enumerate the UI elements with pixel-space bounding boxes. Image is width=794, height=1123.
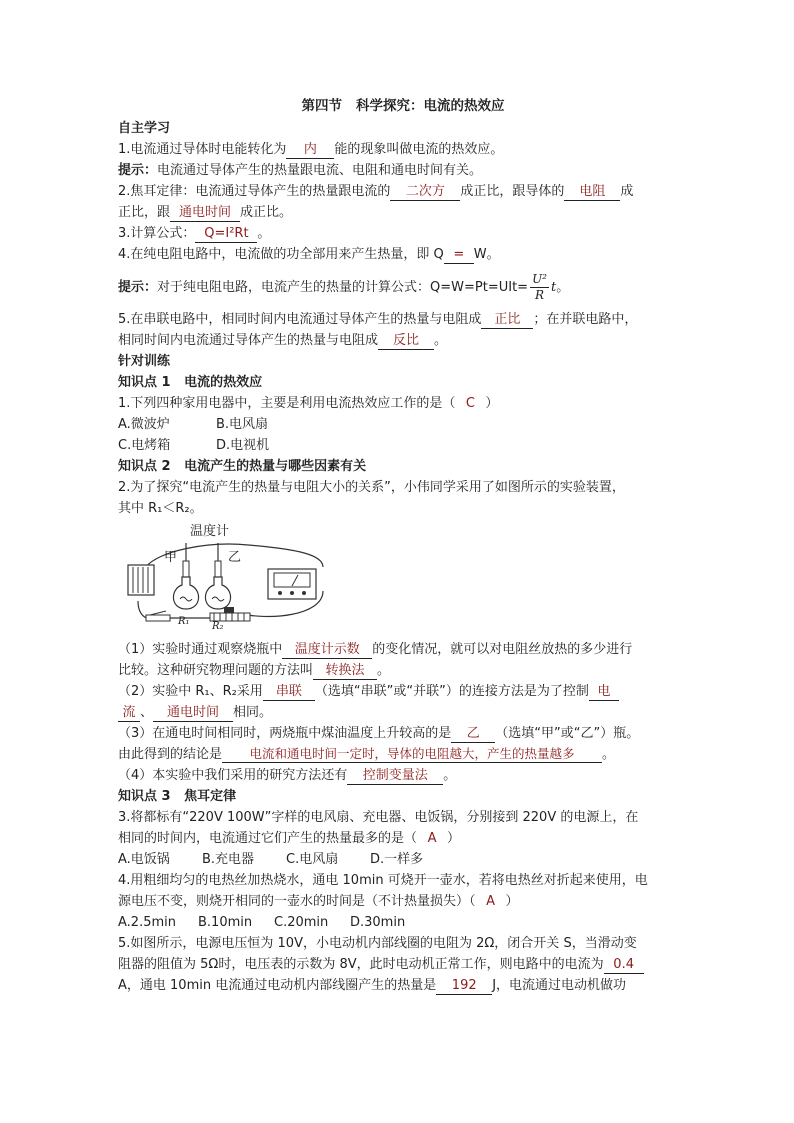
answer-choice: A bbox=[427, 831, 437, 846]
title-number: 第四节 bbox=[301, 98, 342, 114]
document-page bbox=[118, 96, 688, 996]
question-4: 4.在纯电阻电路中，电流做的功全部用来产生热量，即 Q = W。 bbox=[118, 247, 500, 262]
exercise-1-options-row-1 bbox=[118, 414, 688, 435]
answer-blank: 二次方 bbox=[390, 184, 460, 201]
exercise-2-sub-3: （3）在通电时间相同时，两烧瓶中煤油温度上升较高的是 乙 （选填“甲”或“乙”）瓶。 bbox=[118, 726, 640, 741]
title-text: 科学探究：电流的热效应 bbox=[356, 98, 505, 114]
flask-yi-icon bbox=[205, 543, 230, 609]
answer-blank: 控制变量法 bbox=[347, 768, 443, 785]
exercise-3-line-1: 3.将都标有“220V 100W”字样的电风扇、充电器、电饭锅，分别接到 220V 的电源上，在 bbox=[118, 810, 639, 825]
question-5: 5.在串联电路中，相同时间内电流通过导体产生的热量与电阻成 正比 ；在并联电路中， bbox=[118, 312, 638, 327]
answer-blank: 乙 bbox=[451, 726, 495, 743]
apparatus-drawing bbox=[118, 521, 358, 631]
question-5-line-2: 相同时间内电流通过导体产生的热量与电阻成 反比 。 bbox=[118, 333, 448, 348]
answer-blank: 电阻 bbox=[564, 184, 620, 201]
option-a: A.微波炉 bbox=[118, 417, 170, 432]
option-a: A.2.5min bbox=[118, 915, 176, 930]
figure-label-thermometer: 温度计 bbox=[190, 524, 230, 539]
option-d: D.电视机 bbox=[216, 438, 270, 453]
exercise-2-sub-3-line-2: 由此得到的结论是 电流和通电时间一定时，导体的电阻越大，产生的热量越多 。 bbox=[118, 746, 616, 762]
exercise-4-line-2: 源电压不变，则烧开相同的一壶水的时间是（不计热量损失）（ A ） bbox=[118, 891, 688, 912]
answer-choice: A bbox=[486, 894, 495, 909]
exercise-4-line-1: 4.用粗细均匀的电热丝加热烧水，通电 10min 可烧开一壶水，若将电热丝对折起来使用，电 bbox=[118, 873, 648, 888]
option-c: C.电烤箱 bbox=[118, 438, 171, 453]
option-a: A.电饭锅 bbox=[118, 852, 170, 867]
heading-practice: 针对训练 bbox=[118, 354, 171, 369]
exercise-2-line-1: 2.为了探究“电流产生的热量与电阻大小的关系”，小伟同学采用了如图所示的实验装置， bbox=[118, 480, 625, 495]
answer-blank: 192 bbox=[436, 978, 492, 995]
knowledge-point-2: 知识点 2 电流产生的热量与哪些因素有关 bbox=[118, 459, 367, 474]
tip-1: 提示：电流通过导体产生的热量跟电流、电阻和通电时间有关。 bbox=[118, 163, 483, 178]
knowledge-point-3: 知识点 3 焦耳定律 bbox=[118, 789, 237, 804]
exercise-3-line-2: 相同的时间内，电流通过它们产生的热量最多的是（ A ） bbox=[118, 828, 688, 849]
figure-label-r2: R₂ bbox=[212, 621, 224, 631]
answer-blank: 转换法 bbox=[313, 663, 377, 680]
question-3: 3.计算公式： Q=I²Rt 。 bbox=[118, 226, 271, 241]
answer-blank: 温度计示数 bbox=[282, 642, 372, 659]
exercise-2-sub-1-line-2: 比较。这种研究物理问题的方法叫 转换法 。 bbox=[118, 663, 391, 678]
answer-blank: 正比 bbox=[481, 312, 533, 329]
question-2-line-2: 正比，跟 通电时间 成正比。 bbox=[118, 205, 293, 220]
battery-icon bbox=[128, 565, 154, 595]
exercise-1: 1.下列四种家用电器中，主要是利用电流热效应工作的是（ C ） bbox=[118, 393, 688, 414]
answer-blank: 反比 bbox=[378, 333, 434, 350]
option-c: C.电风扇 bbox=[286, 852, 339, 867]
switch-icon bbox=[146, 611, 170, 621]
ammeter-icon bbox=[268, 569, 316, 599]
exercise-2-sub-4: （4）本实验中我们采用的研究方法还有 控制变量法 。 bbox=[118, 768, 457, 783]
answer-blank: 内 bbox=[286, 142, 334, 159]
formula-fraction: $\frac{\text{U²}}{R}$ bbox=[532, 272, 547, 302]
answer-blank: 0.4 bbox=[604, 957, 644, 974]
answer-blank: Q=I²Rt bbox=[195, 226, 257, 243]
exercise-1-options-row-2 bbox=[118, 435, 688, 456]
answer-blank: 流 bbox=[118, 705, 140, 722]
answer-choice: C bbox=[465, 396, 475, 411]
figure-label-yi: 乙 bbox=[228, 550, 242, 565]
exercise-2-sub-2-line-2: 流 、 通电时间 相同。 bbox=[118, 702, 688, 723]
answer-blank: 串联 bbox=[263, 684, 315, 701]
answer-blank: 通电时间 bbox=[170, 205, 240, 222]
answer-blank: 通电时间 bbox=[153, 705, 233, 722]
section-title bbox=[118, 96, 688, 116]
flask-jia-icon bbox=[173, 543, 198, 609]
exercise-5-line-1: 5.如图所示，电源电压恒为 10V，小电动机内部线圈的电阻为 2Ω，闭合开关 S，当滑动变 bbox=[118, 936, 637, 951]
exercise-5-line-2: 阻器的阻值为 5Ω时，电压表的示数为 8V，此时电动机正常工作，则电路中的电流为 0.4 bbox=[118, 954, 688, 975]
option-c: C.20min bbox=[274, 915, 329, 930]
heading-self-study: 自主学习 bbox=[118, 121, 171, 136]
option-d: D.一样多 bbox=[370, 852, 424, 867]
experiment-apparatus-figure bbox=[118, 521, 688, 631]
figure-label-r1: R₁ bbox=[178, 616, 190, 627]
answer-blank: 电流和通电时间一定时，导体的电阻越大，产生的热量越多 bbox=[222, 746, 602, 763]
exercise-3-options bbox=[118, 849, 688, 870]
tip-2: 提示：对于纯电阻电路，电流产生的热量的计算公式：Q=W=Pt=UIt= $\frac{\text{U²}}{R}$ t。 bbox=[118, 272, 570, 302]
exercise-4-options bbox=[118, 912, 688, 933]
exercise-2-line-2: 其中 R₁＜R₂。 bbox=[118, 501, 203, 516]
figure-label-jia: 甲 bbox=[164, 550, 178, 565]
question-2: 2.焦耳定律：电流通过导体产生的热量跟电流的 二次方 成正比，跟导体的 电阻 成 bbox=[118, 184, 634, 199]
option-b: B.10min bbox=[198, 915, 253, 930]
question-1: 1.电流通过导体时电能转化为 内 能的现象叫做电流的热效应。 bbox=[118, 142, 504, 157]
exercise-2-sub-2: （2）实验中 R₁、R₂采用 串联 （选填“串联”或“并联”）的连接方法是为了控制 电 bbox=[118, 681, 688, 702]
knowledge-point-1: 知识点 1 电流的热效应 bbox=[118, 375, 263, 390]
exercise-2-sub-1: （1）实验时通过观察烧瓶中 温度计示数 的变化情况，就可以对电阻丝放热的多少进行 bbox=[118, 642, 633, 657]
option-d: D.30min bbox=[350, 915, 406, 930]
exercise-5-line-3: A，通电 10min 电流通过电动机内部线圈产生的热量是 192 J，电流通过电动机做功 bbox=[118, 978, 627, 993]
option-b: B.电风扇 bbox=[216, 417, 269, 432]
option-b: B.充电器 bbox=[202, 852, 255, 867]
answer-blank: = bbox=[444, 247, 474, 264]
answer-blank: 电 bbox=[589, 684, 619, 701]
